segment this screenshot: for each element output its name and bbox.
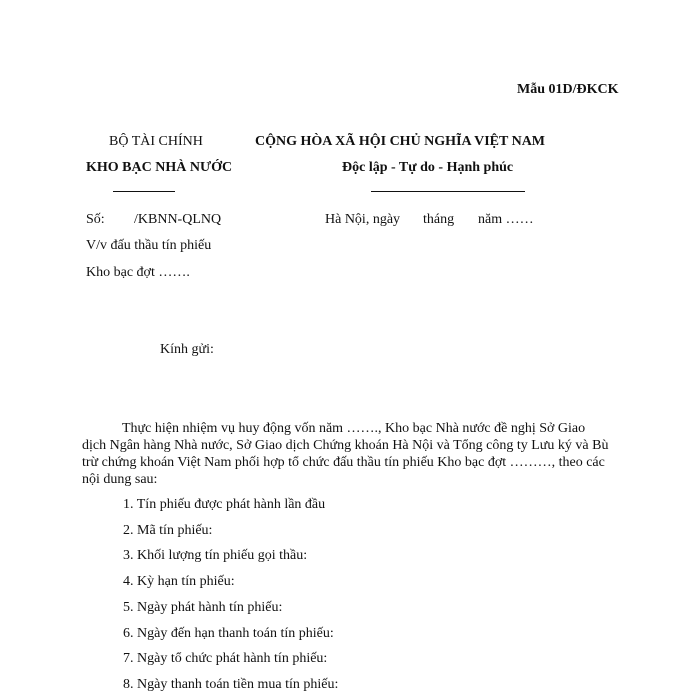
list-item: 1. Tín phiếu được phát hành lần đầu: [123, 497, 326, 512]
list-item: 2. Mã tín phiếu:: [123, 523, 213, 538]
national-motto: Độc lập - Tự do - Hạnh phúc: [342, 160, 514, 175]
agency-underline: [113, 191, 175, 192]
body-text: Thực hiện nhiệm vụ huy động vốn năm ……., Kho bạc Nhà nước đề nghị Sở Giao dịch Ngân hàng Nhà nước, Sở Giao dịch Chứng khoán Hà Nội và Tổng công ty Lưu ký và Bù trừ chứng khoán Việt Nam phối hợp tổ chức đấu thầu tín phiếu Kho bạc đợt ………, theo các nội dung sau:: [82, 421, 609, 487]
doc-number-code: /KBNN-QLNQ: [134, 212, 222, 227]
ministry-name: BỘ TÀI CHÍNH: [109, 134, 203, 149]
subject-line-1: V/v đấu thầu tín phiếu: [86, 238, 212, 253]
date-year: năm ……: [478, 212, 534, 227]
nation-title: CỘNG HÒA XÃ HỘI CHỦ NGHĨA VIỆT NAM: [255, 134, 546, 149]
doc-number-label: Số:: [86, 212, 105, 227]
motto-underline: [371, 191, 525, 192]
place-date: Hà Nội, ngày: [325, 212, 401, 227]
subject-line-2: Kho bạc đợt …….: [86, 265, 190, 280]
list-item: 6. Ngày đến hạn thanh toán tín phiếu:: [123, 626, 334, 641]
recipient-label: Kính gửi:: [160, 342, 214, 357]
body-paragraph: [82, 420, 612, 488]
date-month: tháng: [423, 212, 455, 227]
list-item: 7. Ngày tổ chức phát hành tín phiếu:: [123, 651, 328, 666]
list-item: 5. Ngày phát hành tín phiếu:: [123, 600, 283, 615]
agency-name: KHO BẠC NHÀ NƯỚC: [86, 160, 233, 175]
form-code: Mẫu 01D/ĐKCK: [517, 82, 619, 97]
list-item: 8. Ngày thanh toán tiền mua tín phiếu:: [123, 677, 339, 692]
list-item: 3. Khối lượng tín phiếu gọi thầu:: [123, 548, 308, 563]
list-item: 4. Kỳ hạn tín phiếu:: [123, 574, 235, 589]
